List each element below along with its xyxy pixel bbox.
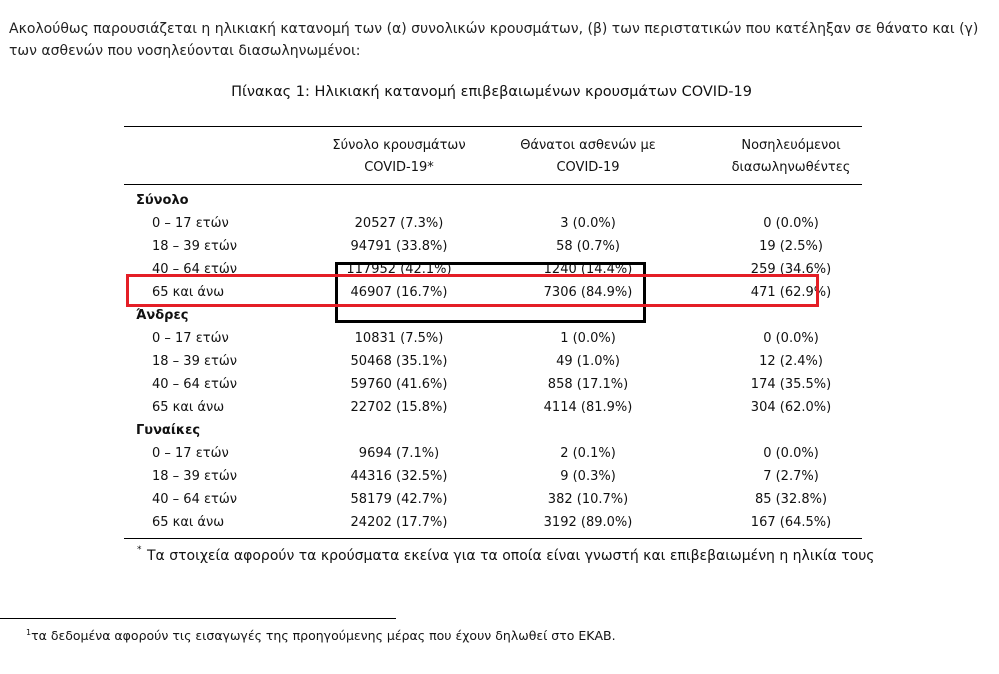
header-total-cases	[328, 127, 470, 184]
age-cell: 18 – 39 ετών	[152, 469, 237, 484]
table-row	[124, 327, 862, 350]
header-intubated-line2: διασωληνωθέντες	[731, 160, 851, 175]
deaths-cell: 4114 (81.9%)	[543, 400, 633, 415]
cases-cell: 58179 (42.7%)	[350, 492, 448, 507]
deaths-cell: 382 (10.7%)	[547, 492, 629, 507]
intubated-cell: 471 (62.9%)	[750, 285, 832, 300]
deaths-cell: 1240 (14.4%)	[543, 262, 633, 277]
header-total-cases-line2: COVID-19*	[364, 160, 434, 175]
intubated-cell: 12 (2.4%)	[759, 354, 823, 369]
deaths-cell: 58 (0.7%)	[556, 239, 620, 254]
cases-cell: 22702 (15.8%)	[350, 400, 448, 415]
table-row	[124, 442, 862, 465]
age-cell: 40 – 64 ετών	[152, 492, 237, 507]
age-distribution-table	[124, 126, 862, 539]
table-row	[124, 488, 862, 511]
deaths-cell: 3192 (89.0%)	[543, 515, 633, 530]
cases-cell: 20527 (7.3%)	[354, 216, 444, 231]
deaths-cell: 1 (0.0%)	[560, 331, 616, 346]
cases-cell: 9694 (7.1%)	[358, 446, 440, 461]
age-cell: 40 – 64 ετών	[152, 262, 237, 277]
intubated-cell: 304 (62.0%)	[750, 400, 832, 415]
group-title: Σύνολο	[136, 193, 189, 208]
table-caption-text: Πίνακας 1: Ηλικιακή κατανομή επιβεβαιωμένων κρουσμάτων COVID-19	[231, 84, 752, 100]
red-highlight-box	[126, 274, 819, 307]
group-women	[124, 419, 862, 534]
table-row	[124, 396, 862, 419]
table-footnote: Τα στοιχεία αφορούν τα κρούσματα εκείνα για τα οποία είναι γνωστή και επιβεβαιωμένη η ηλικία τους	[147, 548, 875, 564]
age-cell: 65 και άνω	[152, 285, 225, 300]
cases-cell: 46907 (16.7%)	[350, 285, 448, 300]
intubated-cell: 259 (34.6%)	[750, 262, 832, 277]
cases-cell: 94791 (33.8%)	[350, 239, 448, 254]
deaths-cell: 7306 (84.9%)	[543, 285, 633, 300]
group-title: Άνδρες	[136, 308, 189, 323]
cases-cell: 24202 (17.7%)	[350, 515, 448, 530]
table-row	[124, 511, 862, 534]
age-cell: 40 – 64 ετών	[152, 377, 237, 392]
table-caption	[0, 84, 999, 100]
table-row	[124, 212, 862, 235]
cases-cell: 10831 (7.5%)	[354, 331, 444, 346]
cases-cell: 117952 (42.1%)	[346, 262, 452, 277]
deaths-cell: 858 (17.1%)	[547, 377, 629, 392]
header-deaths	[470, 127, 680, 184]
age-cell: 0 – 17 ετών	[152, 216, 229, 231]
deaths-cell: 3 (0.0%)	[560, 216, 616, 231]
page-footnote	[26, 623, 616, 646]
table-header	[124, 127, 862, 185]
age-cell: 0 – 17 ετών	[152, 446, 229, 461]
table-row	[124, 465, 862, 488]
table-row	[124, 235, 862, 258]
intubated-cell: 0 (0.0%)	[763, 331, 819, 346]
intubated-cell: 7 (2.7%)	[763, 469, 819, 484]
deaths-cell: 9 (0.3%)	[560, 469, 616, 484]
age-cell: 18 – 39 ετών	[152, 354, 237, 369]
header-deaths-line2: COVID-19	[556, 160, 620, 175]
age-cell: 18 – 39 ετών	[152, 239, 237, 254]
header-deaths-line1: Θάνατοι ασθενών με	[520, 138, 656, 153]
intubated-cell: 0 (0.0%)	[763, 446, 819, 461]
table-footnote-mark: *	[137, 545, 142, 555]
age-cell: 0 – 17 ετών	[152, 331, 229, 346]
intubated-cell: 85 (32.8%)	[754, 492, 828, 507]
header-total-cases-line1: Σύνολο κρουσμάτων	[332, 138, 466, 153]
table-row	[124, 350, 862, 373]
age-cell: 65 και άνω	[152, 400, 225, 415]
intro-paragraph: Ακολούθως παρουσιάζεται η ηλικιακή κατανομή των (α) συνολικών κρουσμάτων, (β) των περιστατικών που κατέληξαν σε θάνατο και (γ) των ασθενών που νοσηλεύονται διασωληνωμένοι:	[9, 21, 979, 59]
page-footnote-text: τα δεδομένα αφορούν τις εισαγωγές της προηγούμενης μέρας που έχουν δηλωθεί στο ΕΚΑΒ.	[31, 628, 616, 644]
table-body	[124, 185, 862, 538]
cases-cell: 44316 (32.5%)	[350, 469, 448, 484]
header-empty-cell	[124, 127, 328, 184]
intubated-cell: 0 (0.0%)	[763, 216, 819, 231]
group-title: Γυναίκες	[136, 423, 201, 438]
intubated-cell: 19 (2.5%)	[759, 239, 823, 254]
page-footnote-mark: 1	[26, 628, 32, 637]
header-intubated-line1: Νοσηλευόμενοι	[741, 138, 841, 153]
footnote-divider	[0, 618, 396, 619]
intubated-cell: 174 (35.5%)	[750, 377, 832, 392]
intubated-cell: 167 (64.5%)	[750, 515, 832, 530]
deaths-cell: 2 (0.1%)	[560, 446, 616, 461]
cases-cell: 50468 (35.1%)	[350, 354, 448, 369]
age-cell: 65 και άνω	[152, 515, 225, 530]
header-intubated	[680, 127, 862, 184]
table-row	[124, 373, 862, 396]
deaths-cell: 49 (1.0%)	[556, 354, 620, 369]
cases-cell: 59760 (41.6%)	[350, 377, 448, 392]
